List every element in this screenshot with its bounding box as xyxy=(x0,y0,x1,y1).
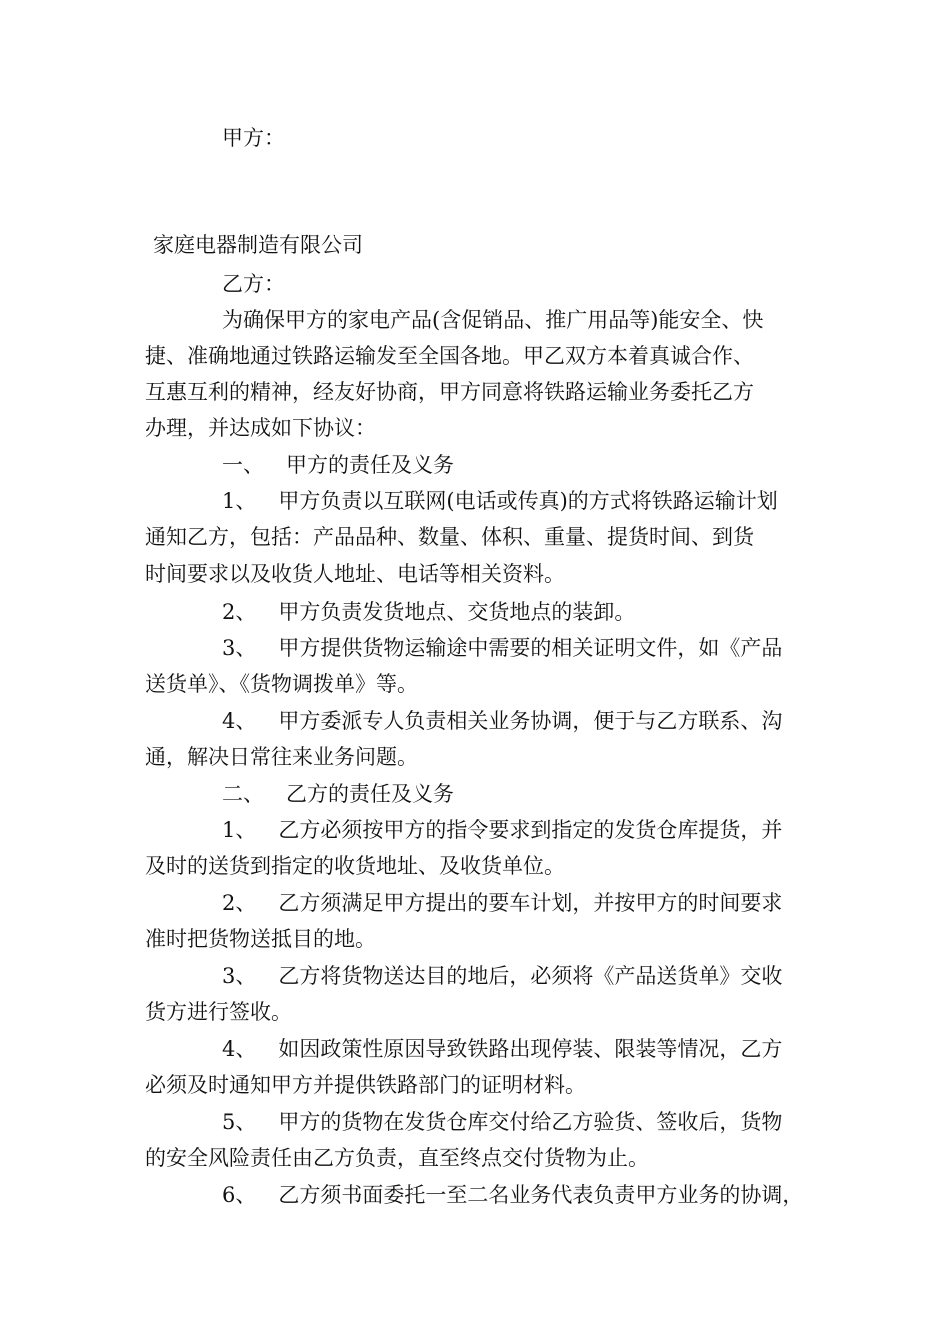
clause-text: 甲方委派专人负责相关业务协调，便于与乙方联系、沟 xyxy=(278,709,783,733)
clause-line xyxy=(0,1034,950,1064)
party-a-label: 甲方： xyxy=(222,126,285,150)
clause-line: 准时把货物送抵目的地。 xyxy=(145,927,376,951)
clause-line: 通知乙方，包括：产品品种、数量、体积、重量、提货时间、到货 xyxy=(145,525,754,549)
clause-number: 2、 xyxy=(222,891,257,915)
clause-text: 甲方的货物在发货仓库交付给乙方验货、签收后，货物 xyxy=(278,1110,783,1134)
party-b-label: 乙方： xyxy=(222,272,285,296)
clause-number: 3、 xyxy=(222,964,257,988)
intro-line: 办理，并达成如下协议： xyxy=(145,416,376,440)
clause-number: 4、 xyxy=(222,1037,257,1061)
clause-line xyxy=(0,597,950,627)
clause-line xyxy=(0,486,950,516)
clause-text: 如因政策性原因导致铁路出现停装、限装等情况，乙方 xyxy=(278,1037,783,1061)
clause-number: 3、 xyxy=(222,636,257,660)
section-number: 一、 xyxy=(222,453,264,477)
clause-text: 甲方提供货物运输途中需要的相关证明文件，如《产品 xyxy=(278,636,783,660)
clause-number: 4、 xyxy=(222,709,257,733)
clause-line: 送货单》、《货物调拨单》等。 xyxy=(145,672,418,696)
section-title: 甲方的责任及义务 xyxy=(286,453,454,477)
clause-number: 1、 xyxy=(222,489,257,513)
section-heading xyxy=(0,779,950,809)
clause-text: 甲方负责发货地点、交货地点的装卸。 xyxy=(278,600,636,624)
clause-line xyxy=(0,961,950,991)
clause-line xyxy=(0,1107,950,1137)
clause-line: 必须及时通知甲方并提供铁路部门的证明材料。 xyxy=(145,1073,586,1097)
clause-line: 的安全风险责任由乙方负责，直至终点交付货物为止。 xyxy=(145,1146,649,1170)
clause-number: 5、 xyxy=(222,1110,257,1134)
section-title: 乙方的责任及义务 xyxy=(286,782,454,806)
clause-text: 乙方将货物送达目的地后，必须将《产品送货单》交收 xyxy=(278,964,783,988)
clause-line: 货方进行签收。 xyxy=(145,1000,292,1024)
clause-line: 时间要求以及收货人地址、电话等相关资料。 xyxy=(145,562,565,586)
intro-line: 互惠互利的精神，经友好协商，甲方同意将铁路运输业务委托乙方 xyxy=(145,380,754,404)
intro-line: 捷、准确地通过铁路运输发至全国各地。甲乙双方本着真诚合作、 xyxy=(145,344,754,368)
clause-line: 及时的送货到指定的收货地址、及收货单位。 xyxy=(145,854,565,878)
clause-text: 乙方须书面委托一至二名业务代表负责甲方业务的协调， xyxy=(278,1183,804,1207)
clause-line xyxy=(0,888,950,918)
clause-text: 甲方负责以互联网(电话或传真)的方式将铁路运输计划 xyxy=(278,489,778,513)
clause-line xyxy=(0,815,950,845)
party-a-company: 家庭电器制造有限公司 xyxy=(153,233,363,257)
section-number: 二、 xyxy=(222,782,264,806)
clause-text: 乙方必须按甲方的指令要求到指定的发货仓库提货，并 xyxy=(278,818,783,842)
clause-line xyxy=(0,706,950,736)
clause-number: 6、 xyxy=(222,1183,257,1207)
clause-line xyxy=(0,1180,950,1210)
intro-line: 为确保甲方的家电产品(含促销品、推广用品等)能安全、快 xyxy=(222,308,764,332)
clause-line: 通，解决日常往来业务问题。 xyxy=(145,745,418,769)
clause-number: 1、 xyxy=(222,818,257,842)
clause-text: 乙方须满足甲方提出的要车计划，并按甲方的时间要求 xyxy=(278,891,783,915)
section-heading xyxy=(0,450,950,480)
clause-number: 2、 xyxy=(222,600,257,624)
clause-line xyxy=(0,633,950,663)
